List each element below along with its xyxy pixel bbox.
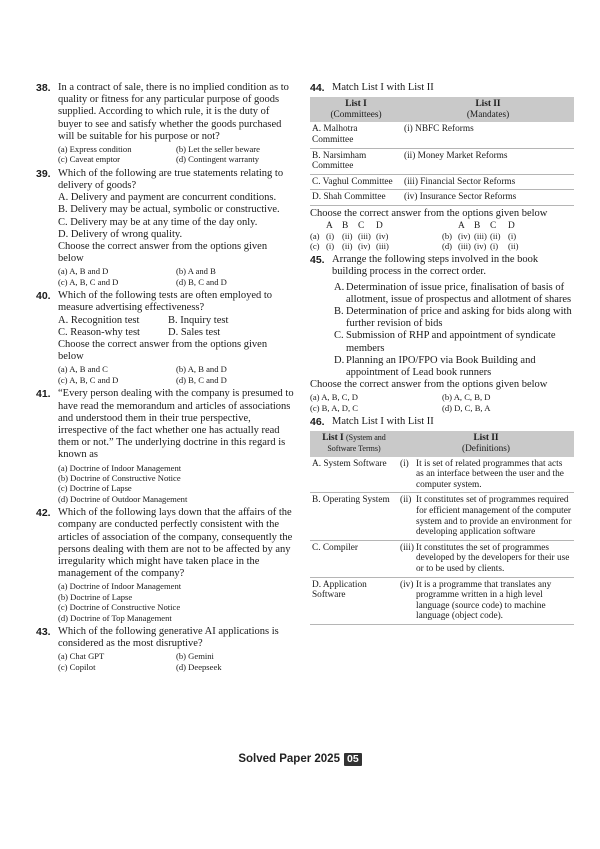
list-2-cell: (i) NBFC Reforms bbox=[402, 122, 574, 148]
question-text: Arrange the following steps involved in the book building process in the correct order. bbox=[332, 254, 539, 278]
left-column bbox=[36, 82, 294, 675]
question-text: Match List I with List II bbox=[332, 82, 434, 93]
options bbox=[310, 392, 574, 413]
code-row-c: (c) (i) (ii) (iv) (iii) bbox=[310, 241, 389, 252]
table-row bbox=[310, 540, 574, 577]
statement-b: B. Inquiry test bbox=[168, 314, 229, 326]
page-footer bbox=[0, 753, 600, 766]
code-row-a: (a) (i) (ii) (iii) (iv) bbox=[310, 231, 389, 242]
option-c: (c) Doctrine of Lapse bbox=[58, 483, 132, 494]
statement-b: B. Delivery may be actual, symbolic or constructive. bbox=[58, 204, 280, 216]
option-c: (c) Doctrine of Constructive Notice bbox=[58, 602, 181, 613]
list-2-cell: (iii) Financial Sector Reforms bbox=[402, 174, 574, 190]
question-41 bbox=[36, 388, 294, 504]
list-2-cell: (ii) It constitutes set of programmes required for efficient management of the computer system and to provide an environment for developing application software bbox=[398, 493, 574, 540]
question-39 bbox=[36, 168, 294, 287]
statement-a: A. Delivery and payment are concurrent conditions. bbox=[58, 192, 277, 204]
question-text: Which of the following tests are often employed to measure advertising effectiveness? bbox=[58, 290, 273, 314]
table-row bbox=[310, 174, 574, 190]
list-2-cell: (i) It is set of related programmes that acts as an interface between the user and the computer system. bbox=[398, 457, 574, 493]
question-44 bbox=[310, 82, 574, 94]
option-d: (d) Contingent warranty bbox=[176, 154, 260, 165]
statement-d: D. Sales test bbox=[168, 326, 221, 338]
question-number: 45. bbox=[310, 254, 325, 267]
table-row bbox=[310, 122, 574, 148]
choose-instruction: Choose the correct answer from the options given below bbox=[58, 339, 268, 363]
option-a: (a) Doctrine of Indoor Management bbox=[58, 581, 182, 592]
option-a: (a) A, B and C bbox=[58, 364, 108, 375]
match-table-44 bbox=[310, 97, 574, 206]
question-text: Which of the following lays down that the affairs of the company are conducted perfectly consistent with the articles of association of the company, consequently the persons dealing with them are not to be affected by any irregularity which might have taken place in the management of the company? bbox=[58, 507, 293, 580]
table-row bbox=[310, 457, 574, 493]
list-2-cell: (iii) It constitutes the set of programmes developed by the developers for their use or to be used by clients. bbox=[398, 540, 574, 577]
list-1-cell: B. Narsimham Committee bbox=[310, 148, 402, 174]
option-b: (b) Doctrine of Constructive Notice bbox=[58, 472, 181, 483]
choose-instruction: Choose the correct answer from the options given below bbox=[310, 379, 548, 391]
match-table-46 bbox=[310, 431, 574, 625]
option-d: (d) Deepseek bbox=[176, 661, 222, 672]
option-b: (b) Gemini bbox=[176, 651, 214, 662]
question-text: In a contract of sale, there is no implied condition as to quality or fitness for any particular purpose of goods supplied. According to which rule, it is the duty of buyer to see and satisfy whether the goods purchased will be suitable for his purpose or not? bbox=[58, 82, 289, 142]
option-a: (a) A, B and D bbox=[58, 266, 109, 277]
list-1-cell: C. Compiler bbox=[310, 540, 398, 577]
right-column bbox=[310, 82, 574, 627]
options bbox=[58, 266, 294, 287]
option-b: (b) A, C, B, D bbox=[442, 392, 491, 403]
option-a: (a) Express condition bbox=[58, 144, 132, 155]
question-text: Which of the following are true statements relating to delivery of goods? bbox=[58, 167, 284, 192]
option-a: (a) Doctrine of Indoor Management bbox=[58, 462, 182, 473]
option-c: (c) Copilot bbox=[58, 661, 96, 672]
question-46 bbox=[310, 416, 574, 428]
question-40 bbox=[36, 290, 294, 385]
question-text: “Every person dealing with the company is presumed to have read the memorandum and articles of associations and understood them in their true perspective, irrespective of the fact whether one has actually read them or not.” The underlying doctrine in this regard is known as bbox=[58, 388, 294, 461]
table-row bbox=[310, 493, 574, 540]
option-a: (a) A, B, C, D bbox=[310, 392, 358, 403]
option-c: (c) Caveat emptor bbox=[58, 154, 121, 165]
statement-b: B. Determination of price and asking for bids along with further revision of bids bbox=[334, 305, 572, 330]
question-number: 42. bbox=[36, 507, 51, 520]
question-45 bbox=[310, 254, 574, 278]
list-2-header: List II (Definitions) bbox=[398, 431, 574, 456]
statement-c: C. Delivery may be at any time of the day only. bbox=[58, 216, 258, 228]
option-d: (d) B, C and D bbox=[176, 374, 227, 385]
option-b: (b) A, B and D bbox=[176, 364, 227, 375]
code-row-b: (b) (iv) (iii) (ii) (i) bbox=[442, 231, 517, 242]
list-2-header: List II (Mandates) bbox=[402, 97, 574, 122]
list-1-cell: D. Shah Committee bbox=[310, 190, 402, 206]
choose-instruction: Choose the correct answer from the options given below bbox=[310, 207, 548, 219]
options bbox=[58, 144, 294, 165]
code-row-d: (d) (iii) (iv) (i) (ii) bbox=[442, 241, 519, 252]
option-d: (d) B, C and D bbox=[176, 276, 227, 287]
question-42 bbox=[36, 507, 294, 623]
list-2-cell: (iv) It is a programme that translates any programme written in a high level language (source code) to machine language (object code). bbox=[398, 577, 574, 624]
question-number: 38. bbox=[36, 82, 51, 94]
statement-a: A. Recognition test bbox=[58, 314, 140, 326]
list-1-header: List I (System and Software Terms) bbox=[310, 431, 398, 456]
page-number: 05 bbox=[344, 753, 362, 766]
statement-c: C. Reason-why test bbox=[58, 326, 140, 338]
list-1-cell: B. Operating System bbox=[310, 493, 398, 540]
statements bbox=[58, 315, 294, 339]
question-number: 46. bbox=[310, 416, 325, 429]
statement-c: C. Submission of RHP and appointment of syndicate members bbox=[334, 330, 556, 354]
list-2-cell: (iv) Insurance Sector Reforms bbox=[402, 190, 574, 206]
question-text: Match List I with List II bbox=[332, 416, 434, 428]
table-row bbox=[310, 148, 574, 174]
codes-header: A B C D bbox=[326, 221, 383, 232]
answer-codes bbox=[310, 221, 574, 251]
choose-instruction: Choose the correct answer from the options given below bbox=[58, 241, 268, 265]
question-43 bbox=[36, 626, 294, 672]
question-number: 43. bbox=[36, 625, 51, 638]
options bbox=[58, 581, 294, 623]
list-1-cell: C. Vaghul Committee bbox=[310, 174, 402, 190]
question-number: 41. bbox=[36, 388, 51, 401]
option-d: (d) Doctrine of Top Management bbox=[58, 612, 172, 623]
option-b: (b) Let the seller beware bbox=[176, 144, 260, 155]
question-number: 40. bbox=[36, 290, 51, 303]
question-number: 44. bbox=[310, 82, 325, 94]
list-2-cell: (ii) Money Market Reforms bbox=[402, 148, 574, 174]
list-1-cell: A. System Software bbox=[310, 457, 398, 493]
list-1-cell: D. Application Software bbox=[310, 577, 398, 624]
option-d: (d) D, C, B, A bbox=[442, 402, 491, 413]
statement-a: A. Determination of issue price, finalisation of basis of allotment, issue of prospectus and allotment of shares bbox=[334, 281, 572, 305]
options bbox=[58, 651, 294, 672]
list-1-header: List I (Committees) bbox=[310, 97, 402, 122]
footer-label: Solved Paper 2025 bbox=[238, 753, 340, 765]
option-b: (b) A and B bbox=[176, 266, 216, 277]
option-c: (c) B, A, D, C bbox=[310, 402, 358, 413]
option-c: (c) A, B, C and D bbox=[58, 276, 119, 287]
option-b: (b) Doctrine of Lapse bbox=[58, 591, 133, 602]
table-row bbox=[310, 190, 574, 206]
option-c: (c) A, B, C and D bbox=[58, 374, 119, 385]
options bbox=[58, 463, 294, 505]
statement-d: D. Delivery of wrong quality. bbox=[58, 228, 183, 240]
list-1-cell: A. Malhotra Committee bbox=[310, 122, 402, 148]
question-38 bbox=[36, 82, 294, 165]
statement-d: D. Planning an IPO/FPO via Book Building and appointment of Lead book runners bbox=[334, 354, 536, 378]
options bbox=[58, 364, 294, 385]
table-row bbox=[310, 577, 574, 624]
question-number: 39. bbox=[36, 167, 51, 180]
codes-header: A B C D bbox=[458, 221, 515, 232]
question-text: Which of the following generative AI applications is considered as the most disruptive? bbox=[58, 625, 279, 650]
option-d: (d) Doctrine of Outdoor Management bbox=[58, 493, 188, 504]
option-a: (a) Chat GPT bbox=[58, 651, 105, 662]
